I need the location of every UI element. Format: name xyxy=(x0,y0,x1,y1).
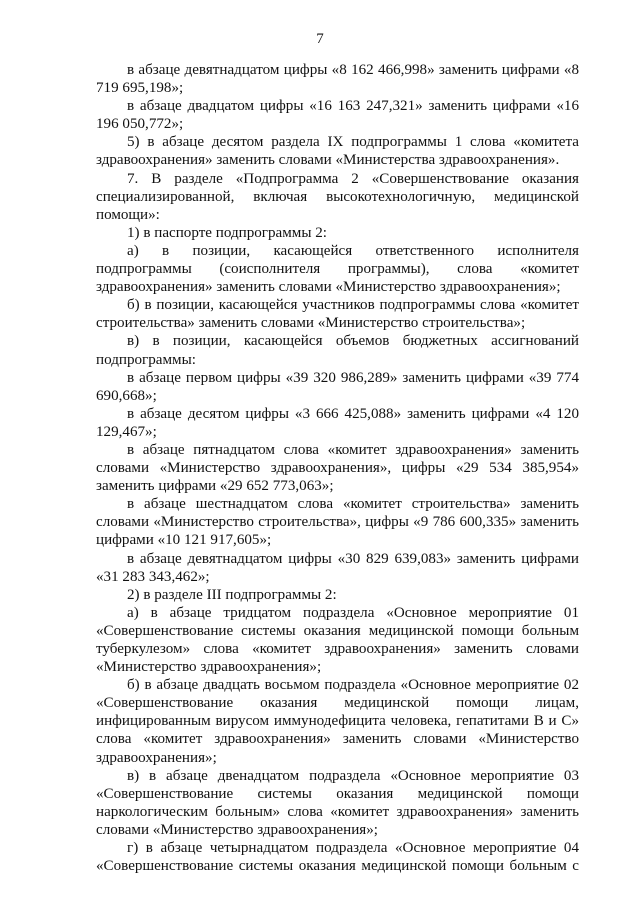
paragraph: 2) в разделе III подпрограммы 2: xyxy=(127,586,337,603)
paragraph: в абзаце шестнадцатом слова «комитет строительства» заменить словами «Министерство строительства», цифры «9 786 600,335» заменить цифрами «10 121 917,605»; xyxy=(96,496,579,549)
page-number: 7 xyxy=(316,31,324,47)
document-body xyxy=(96,61,579,875)
paragraph: в абзаце двадцатом цифры «16 163 247,321» заменить цифрами «16 196 050,772»; xyxy=(96,98,579,133)
paragraph: а) в абзаце тридцатом подраздела «Основное мероприятие 01 «Совершенствование системы оказания медицинской помощи больным туберкулезом» слова «комитет здравоохранения» заменить словами «Министерство здравоохранения»; xyxy=(96,604,579,676)
paragraph: г) в абзаце четырнадцатом подраздела «Основное мероприятие 04 «Совершенствование системы оказания медицинской помощи больным с xyxy=(96,840,579,875)
paragraph: в абзаце первом цифры «39 320 986,289» заменить цифрами «39 774 690,668»; xyxy=(96,369,579,404)
paragraph: в) в позиции, касающейся объемов бюджетных ассигнований подпрограммы: xyxy=(96,333,579,368)
paragraph: в абзаце пятнадцатом слова «комитет здравоохранения» заменить словами «Министерство здравоохранения», цифры «29 534 385,954» заменить цифрами «29 652 773,063»; xyxy=(96,441,579,495)
paragraph: 1) в паспорте подпрограммы 2: xyxy=(127,224,327,241)
paragraph: а) в позиции, касающейся ответственного исполнителя подпрограммы (соисполнителя программы), слова «комитет здравоохранения» заменить словами «Министерство здравоохранения»; xyxy=(96,242,579,296)
paragraph: 7. В разделе «Подпрограмма 2 «Совершенствование оказания специализированной, включая высокотехнологичную, медицинской помощи»: xyxy=(96,170,579,223)
paragraph: б) в абзаце двадцать восьмом подраздела «Основное мероприятие 02 «Совершенствование оказания медицинской помощи лицам, инфицированным вирусом иммунодефицита человека, гепатитами B и C» слова «комитет здравоохранения» заменить словами «Министерство здравоохранения»; xyxy=(96,677,579,766)
paragraph: в абзаце девятнадцатом цифры «8 162 466,998» заменить цифрами «8 719 695,198»; xyxy=(96,62,579,97)
paragraph: 5) в абзаце десятом раздела IX подпрограммы 1 слова «комитета здравоохранения» заменить словами «Министерства здравоохранения». xyxy=(96,134,579,169)
paragraph: в абзаце девятнадцатом цифры «30 829 639,083» заменить цифрами «31 283 343,462»; xyxy=(96,550,579,585)
paragraph: б) в позиции, касающейся участников подпрограммы слова «комитет строительства» заменить словами «Министерство строительства»; xyxy=(96,297,579,332)
paragraph: в) в абзаце двенадцатом подраздела «Основное мероприятие 03 «Совершенствование системы оказания медицинской помощи наркологическим больным» слова «комитет здравоохранения» заменить словами «Министерство здравоохранения»; xyxy=(96,767,579,838)
paragraph: в абзаце десятом цифры «3 666 425,088» заменить цифрами «4 120 129,467»; xyxy=(96,405,579,440)
